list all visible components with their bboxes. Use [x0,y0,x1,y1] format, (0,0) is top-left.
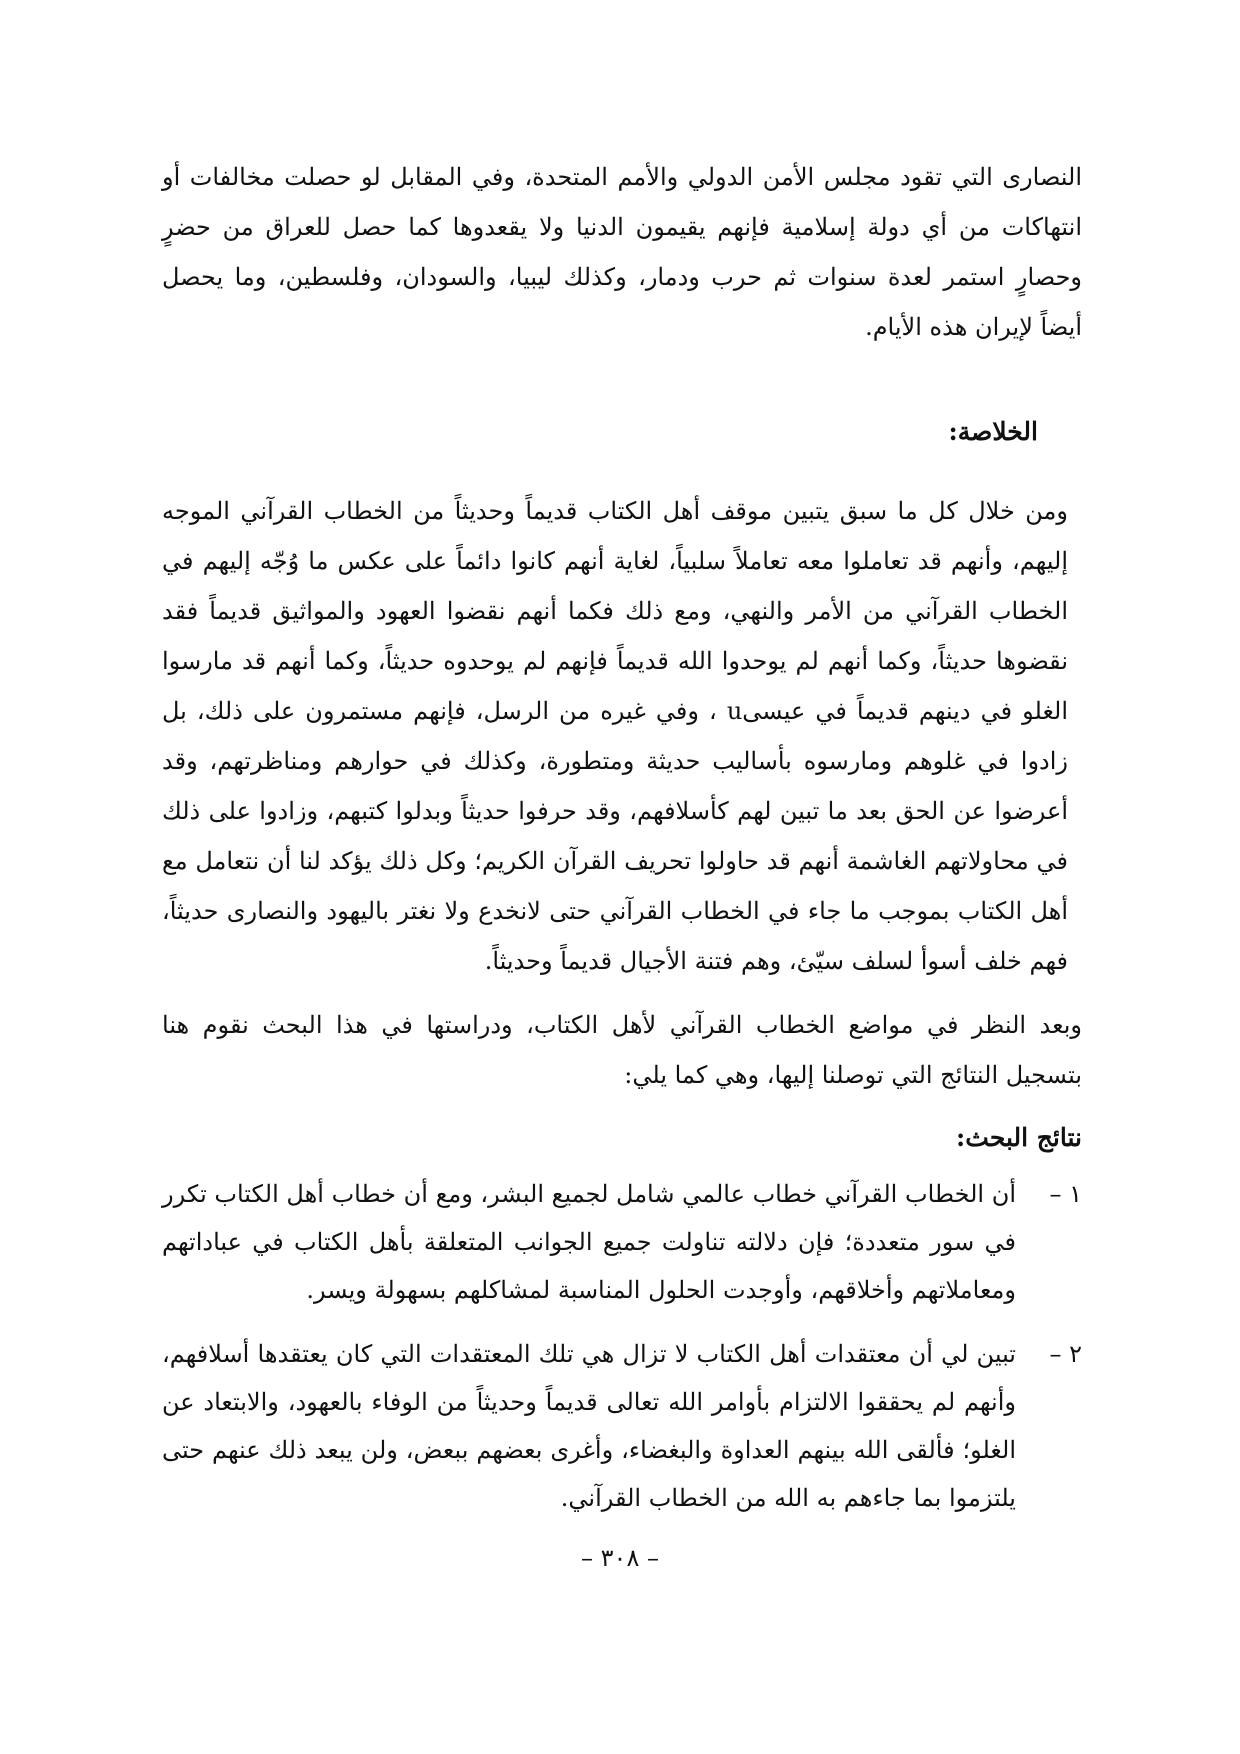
summary-heading: الخلاصة: [948,417,1038,446]
result-text: تبين لي أن معتقدات أهل الكتاب لا تزال هي تلك المعتقدات التي كان يعتقدها أسلافهم، وأنهم لم يحققوا الالتزام بأوامر الله تعالى قديماً وحديثاً من الوفاء بالعهود، والابتعاد عن الغلو؛ فألقى الله بينهم العداوة والبغضاء، وأغرى بعضهم ببعض، ولن يبعد ذلك عنهم حتى يلتزموا بما جاءهم به الله من الخطاب القرآني. [162,1340,1016,1512]
result-number: ١ – [1049,1180,1082,1208]
page-number: – ٣٠٨ – [581,1544,659,1572]
results-heading: نتائج البحث: [956,1123,1082,1152]
results-intro-paragraph: وبعد النظر في مواضع الخطاب القرآني لأهل الكتاب، ودراستها في هذا البحث نقوم هنا بتسجيل النتائج التي توصلنا إليها، وهي كما يلي: [162,1011,1082,1089]
result-item-1 [162,1170,1082,1320]
result-item-2 [162,1330,1082,1525]
result-text: أن الخطاب القرآني خطاب عالمي شامل لجميع البشر، ومع أن خطاب أهل الكتاب تكرر في سور متعددة؛ فإن دلالته تناولت جميع الجوانب المتعلقة بأهل الكتاب في عباداتهم ومعاملاتهم وأخلاقهم، وأوجدت الحلول المناسبة لمشاكلهم بسهولة ويسر. [162,1180,1016,1304]
result-number: ٢ – [1049,1340,1082,1368]
summary-paragraph: ومن خلال كل ما سبق يتبين موقف أهل الكتاب قديماً وحديثاً من الخطاب القرآني الموجه إليهم، وأنهم قد تعاملوا معه تعاملاً سلبياً، لغاية أنهم كانوا دائماً على عكس ما وُجّه إليهم في الخطاب القرآني من الأمر والنهي، ومع ذلك فكما أنهم نقضوا العهود والمواثيق قديماً فقد نقضوها حديثاً، وكما أنهم لم يوحدوا الله قديماً فإنهم لم يوحدوه حديثاً، وكما أنهم قد مارسوا الغلو في دينهم قديماً في عيسىu ، وفي غيره من الرسل، فإنهم مستمرون على ذلك، بل زادوا في غلوهم ومارسوه بأساليب حديثة ومتطورة، وكذلك في حوارهم ومناظرتهم، وقد أعرضوا عن الحق بعد ما تبين لهم كأسلافهم، وقد حرفوا حديثاً وبدلوا كتبهم، وزادوا على ذلك في محاولاتهم الغاشمة أنهم قد حاولوا تحريف القرآن الكريم؛ وكل ذلك يؤكد لنا أن نتعامل مع أهل الكتاب بموجب ما جاء في الخطاب القرآني حتى لانخدع ولا نغتر باليهود والنصارى حديثاً، فهم خلف أسوأ لسلف سيّئ، وهم فتنة الأجيال قديماً وحديثاً. [162,497,1069,975]
opening-paragraph: النصارى التي تقود مجلس الأمن الدولي والأمم المتحدة، وفي المقابل لو حصلت مخالفات أو انتهاكات من أي دولة إسلامية فإنهم يقيمون الدنيا ولا يقعدوها كما حصل للعراق من حضرٍ وحصارٍ استمر لعدة سنوات ثم حرب ودمار، وكذلك ليبيا، والسودان، وفلسطين، وما يحصل أيضاً لإيران هذه الأيام. [162,163,1082,341]
